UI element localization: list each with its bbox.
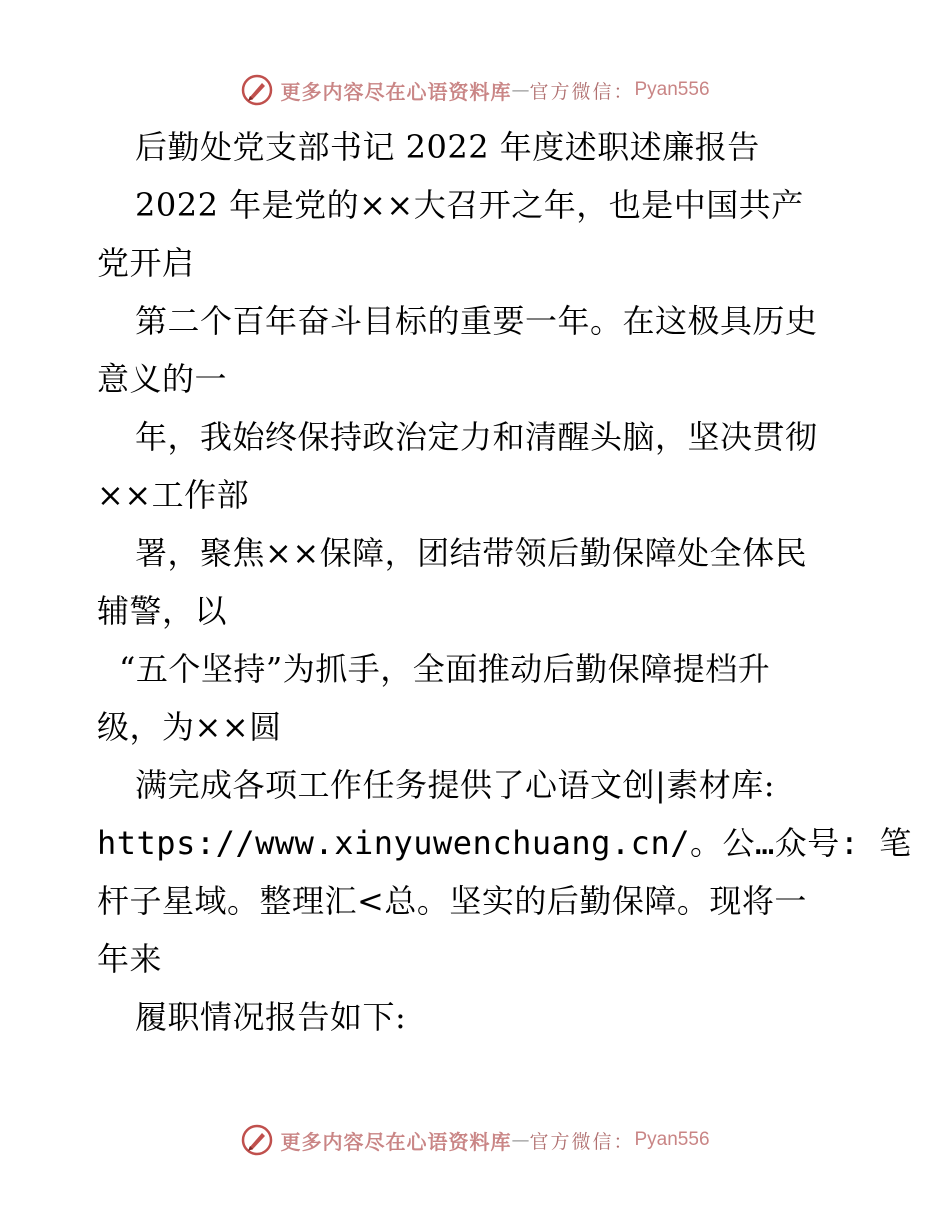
document-body: [97, 118, 912, 1046]
paragraph-line: 年来: [97, 940, 163, 978]
paragraph-line: ××工作部: [97, 476, 250, 514]
document-title: 后勤处党支部书记 2022 年度述职述廉报告: [135, 128, 760, 166]
footer-banner-id: Pyan556: [634, 1129, 710, 1150]
paragraph-line: 第二个百年奋斗目标的重要一年。在这极具历史: [135, 302, 818, 340]
header-banner-text: 更多内容尽在心语资料库: [280, 79, 512, 104]
url-line: https://www.xinyuwenchuang.cn/。公…众号: 笔: [97, 824, 912, 862]
footer-banner-separator: —: [511, 1129, 530, 1151]
header-banner-id: Pyan556: [634, 79, 710, 100]
footer-banner-text: 更多内容尽在心语资料库: [280, 1129, 512, 1154]
paragraph-line: 满完成各项工作任务提供了心语文创|素材库:: [135, 766, 776, 804]
paragraph-line: 党开启: [97, 244, 195, 282]
paragraph-line: 级，为××圆: [97, 708, 282, 746]
paragraph-line: 2022 年是党的××大召开之年，也是中国共产: [135, 186, 804, 224]
paragraph-line: 年，我始终保持政治定力和清醒头脑，坚决贯彻: [135, 418, 818, 456]
footer-banner-label: 官方微信：: [529, 1130, 635, 1153]
header-banner-separator: —: [511, 79, 530, 101]
paragraph-line: 署，聚焦××保障，团结带领后勤保障处全体民: [135, 534, 808, 572]
paragraph-line: “五个坚持”为抓手，全面推动后勤保障提档升: [119, 650, 771, 688]
header-banner: [0, 70, 950, 110]
paragraph-line: 意义的一: [97, 360, 228, 398]
pen-logo-icon: [240, 1123, 274, 1157]
header-banner-label: 官方微信：: [529, 80, 635, 103]
paragraph-line: 履职情况报告如下:: [135, 998, 407, 1036]
paragraph-line: 辅警，以: [97, 592, 228, 630]
footer-banner: [0, 1120, 950, 1160]
pen-logo-icon: [240, 73, 274, 107]
paragraph-line: 杆子星域。整理汇<总。坚实的后勤保障。现将一: [97, 882, 807, 920]
